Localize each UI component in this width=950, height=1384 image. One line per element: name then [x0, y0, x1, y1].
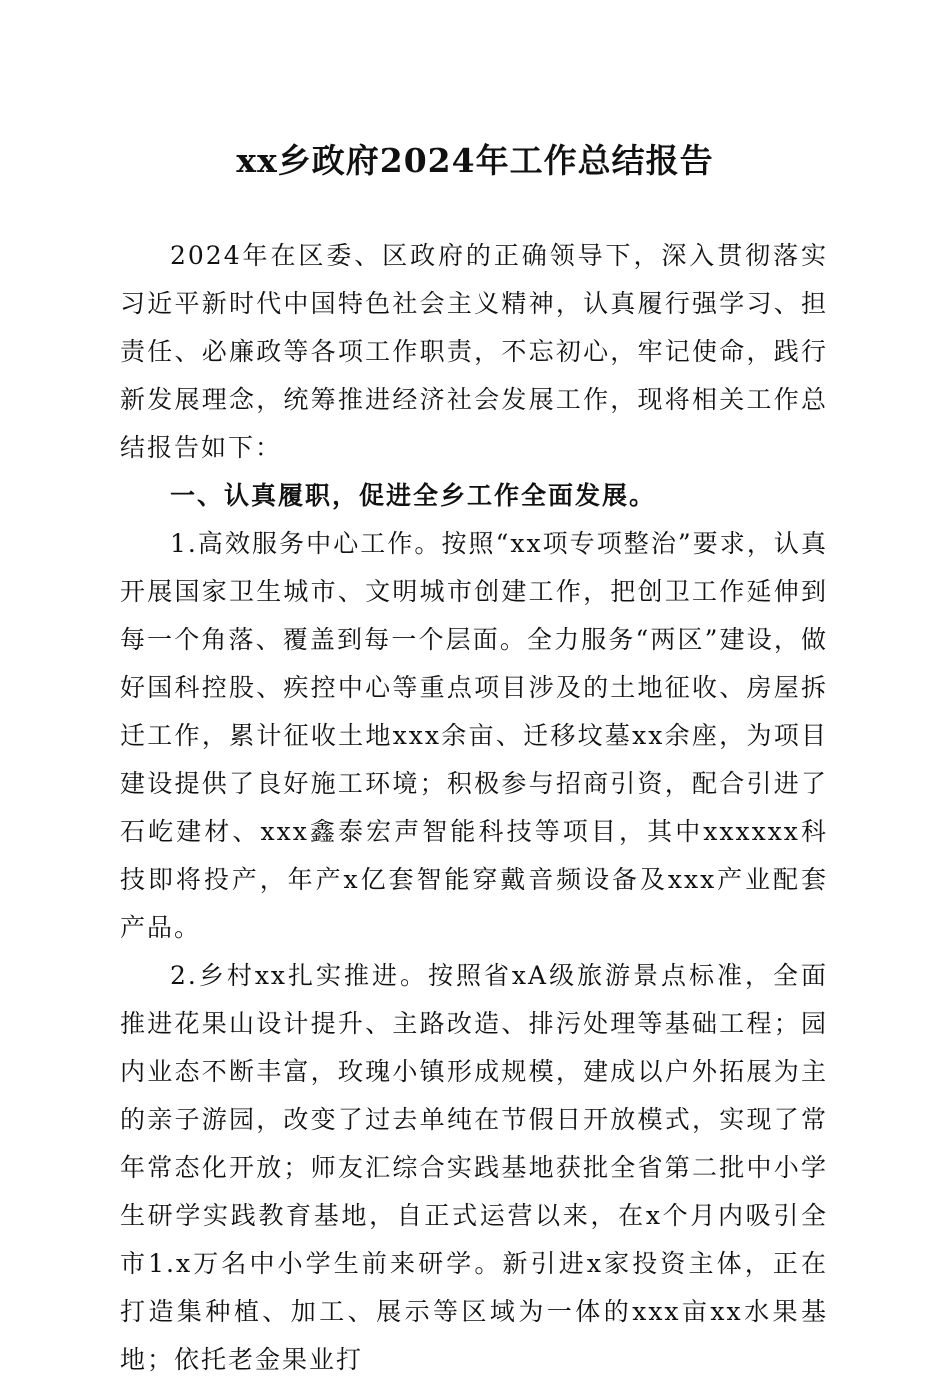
section-heading: 一、认真履职，促进全乡工作全面发展。 — [170, 481, 657, 510]
document-title: xx乡政府2024年工作总结报告 — [236, 141, 714, 180]
intro-paragraph: 2024年在区委、区政府的正确领导下，深入贯彻落实习近平新时代中国特色社会主义精神，认真履行强学习、担责任、必廉政等各项工作职责，不忘初心，牢记使命，践行新发展理念，统筹推进经济社会发展工作，现将相关工作总结报告如下： — [120, 241, 828, 462]
item-paragraph-2: 2.乡村xx扎实推进。按照省xA级旅游景点标准，全面推进花果山设计提升、主路改造、排污处理等基础工程；园内业态不断丰富，玫瑰小镇形成规模，建成以户外拓展为主的亲子游园，改变了过去单纯在节假日开放模式，实现了常年常态化开放；师友汇综合实践基地获批全省第二批中小学生研学实践教育基地，自正式运营以来，在x个月内吸引全市1.x万名中小学生前来研学。新引进x家投资主体，正在打造集种植、加工、展示等区域为一体的xxx亩xx水果基地；依托老金果业打 — [120, 961, 828, 1374]
document-body — [120, 232, 828, 1384]
item-paragraph-1: 1.高效服务中心工作。按照“xx项专项整治”要求，认真开展国家卫生城市、文明城市创建工作，把创卫工作延伸到每一个角落、覆盖到每一个层面。全力服务“两区”建设，做好国科控股、疾控中心等重点项目涉及的土地征收、房屋拆迁工作，累计征收土地xxx余亩、迁移坟墓xx余座，为项目建设提供了良好施工环境；积极参与招商引资，配合引进了石屹建材、xxx鑫泰宏声智能科技等项目，其中xxxxxx科技即将投产，年产x亿套智能穿戴音频设备及xxx产业配套产品。 — [120, 529, 828, 942]
